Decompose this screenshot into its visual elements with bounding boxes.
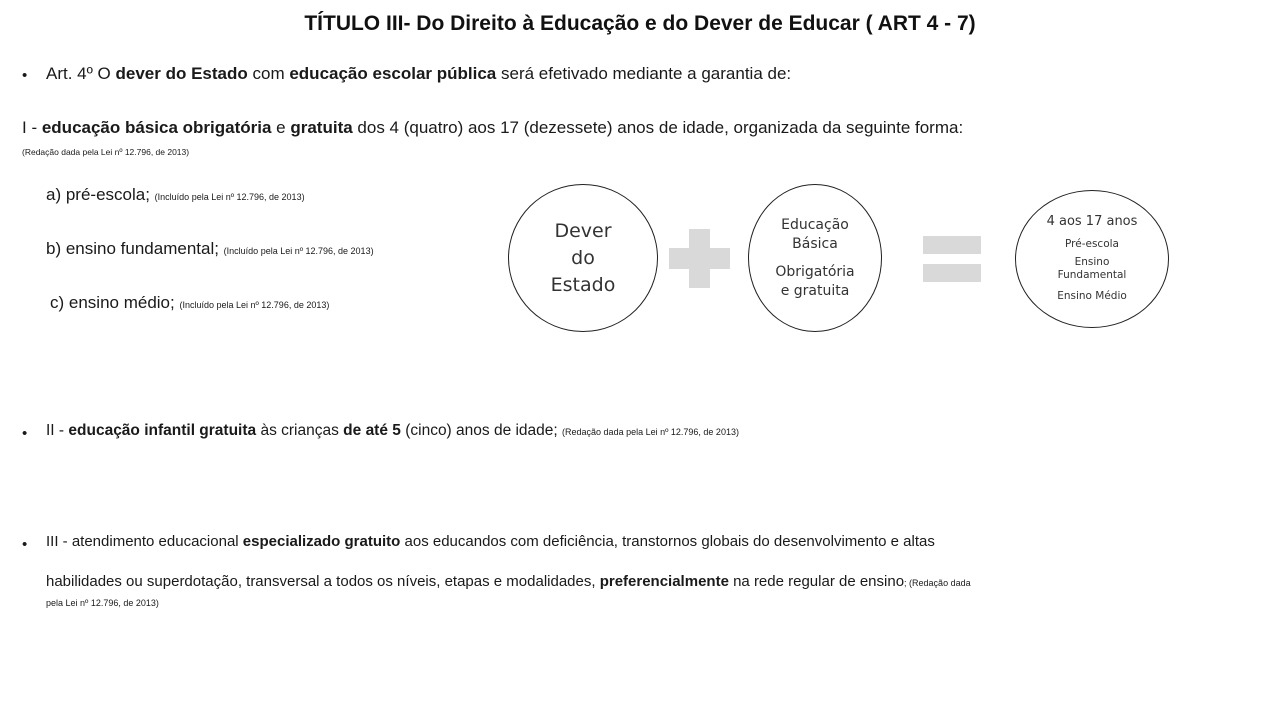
inc3-note: ; (Redação dada xyxy=(904,578,971,588)
art4-bold: dever do Estado xyxy=(115,64,248,83)
circle-educacao-basica xyxy=(748,184,882,332)
page-title: TÍTULO III- Do Direito à Educação e do Dever de Educar ( ART 4 - 7) xyxy=(304,12,976,35)
inc2-part: (cinco) anos de idade; xyxy=(400,422,563,439)
inciso-3-line-1 xyxy=(46,533,935,550)
inc2-note: (Redação dada pela Lei nº 12.796, de 2013) xyxy=(562,427,739,437)
inciso-2-text xyxy=(46,422,739,440)
inciso-1-note: (Redação dada pela Lei nº 12.796, de 2013) xyxy=(22,147,190,157)
equals-icon-top xyxy=(923,236,981,254)
item-a-text: a) pré-escola; xyxy=(46,185,155,204)
art4-bold: educação escolar pública xyxy=(289,64,497,83)
circle-3-item: Pré-escola xyxy=(1065,238,1119,250)
inciso-1-text xyxy=(22,118,963,138)
inc1-bold: gratuita xyxy=(290,118,353,137)
item-c xyxy=(50,293,329,313)
inc3-part: III - atendimento educacional xyxy=(46,533,243,550)
inc2-part: às crianças xyxy=(256,422,344,439)
circle-1-line: do xyxy=(571,246,595,269)
bullet-dot: • xyxy=(22,67,28,84)
item-b xyxy=(46,239,374,259)
circle-4-aos-17 xyxy=(1015,190,1169,328)
inciso-3-note: pela Lei nº 12.796, de 2013) xyxy=(46,598,159,608)
circle-2-line: Obrigatória xyxy=(775,263,855,280)
item-c-text: c) ensino médio; xyxy=(50,293,180,312)
inciso-3-line-2 xyxy=(46,573,971,590)
circle-3-head: 4 aos 17 anos xyxy=(1046,214,1138,229)
plus-icon-vertical xyxy=(689,229,710,288)
inc3-bold: preferencialmente xyxy=(599,573,729,590)
circle-3-item: Fundamental xyxy=(1057,269,1127,281)
inc2-bold: de até 5 xyxy=(343,422,401,439)
item-a xyxy=(46,185,305,205)
inc1-part: I - xyxy=(22,118,42,137)
art4-part: Art. 4º O xyxy=(46,64,116,83)
item-b-text: b) ensino fundamental; xyxy=(46,239,224,258)
circle-1-line: Dever xyxy=(554,219,612,242)
inc3-bold: especializado gratuito xyxy=(242,533,401,550)
inc2-part: II - xyxy=(46,422,69,439)
bullet-dot: • xyxy=(22,536,28,553)
inc2-bold: educação infantil gratuita xyxy=(68,422,257,439)
circle-dever-estado xyxy=(508,184,658,332)
circle-3-item: Ensino xyxy=(1074,256,1110,268)
circle-2-line: e gratuita xyxy=(780,282,850,299)
circle-2-line: Básica xyxy=(792,235,838,252)
bullet-dot: • xyxy=(22,425,28,442)
item-a-note: (Incluído pela Lei nº 12.796, de 2013) xyxy=(154,192,305,202)
inc1-part: dos 4 (quatro) aos 17 (dezessete) anos de idade, organizada da seguinte forma: xyxy=(352,118,964,137)
item-c-note: (Incluído pela Lei nº 12.796, de 2013) xyxy=(179,300,330,310)
item-b-note: (Incluído pela Lei nº 12.796, de 2013) xyxy=(223,246,374,256)
art4-text xyxy=(46,64,791,84)
inc3-part: na rede regular de ensino xyxy=(728,573,905,590)
inc1-bold: educação básica obrigatória xyxy=(41,118,272,137)
circle-2-line: Educação xyxy=(781,216,849,233)
inc1-part: e xyxy=(271,118,291,137)
circle-1-line: Estado xyxy=(550,273,616,296)
art4-part: será efetivado mediante a garantia de: xyxy=(496,64,792,83)
equals-icon-bottom xyxy=(923,264,981,282)
inc3-part: habilidades ou superdotação, transversal a todos os níveis, etapas e modalidades, xyxy=(46,573,600,590)
circle-3-item: Ensino Médio xyxy=(1057,290,1127,302)
inc3-part: aos educandos com deficiência, transtornos globais do desenvolvimento e altas xyxy=(400,533,935,550)
art4-part: com xyxy=(247,64,290,83)
